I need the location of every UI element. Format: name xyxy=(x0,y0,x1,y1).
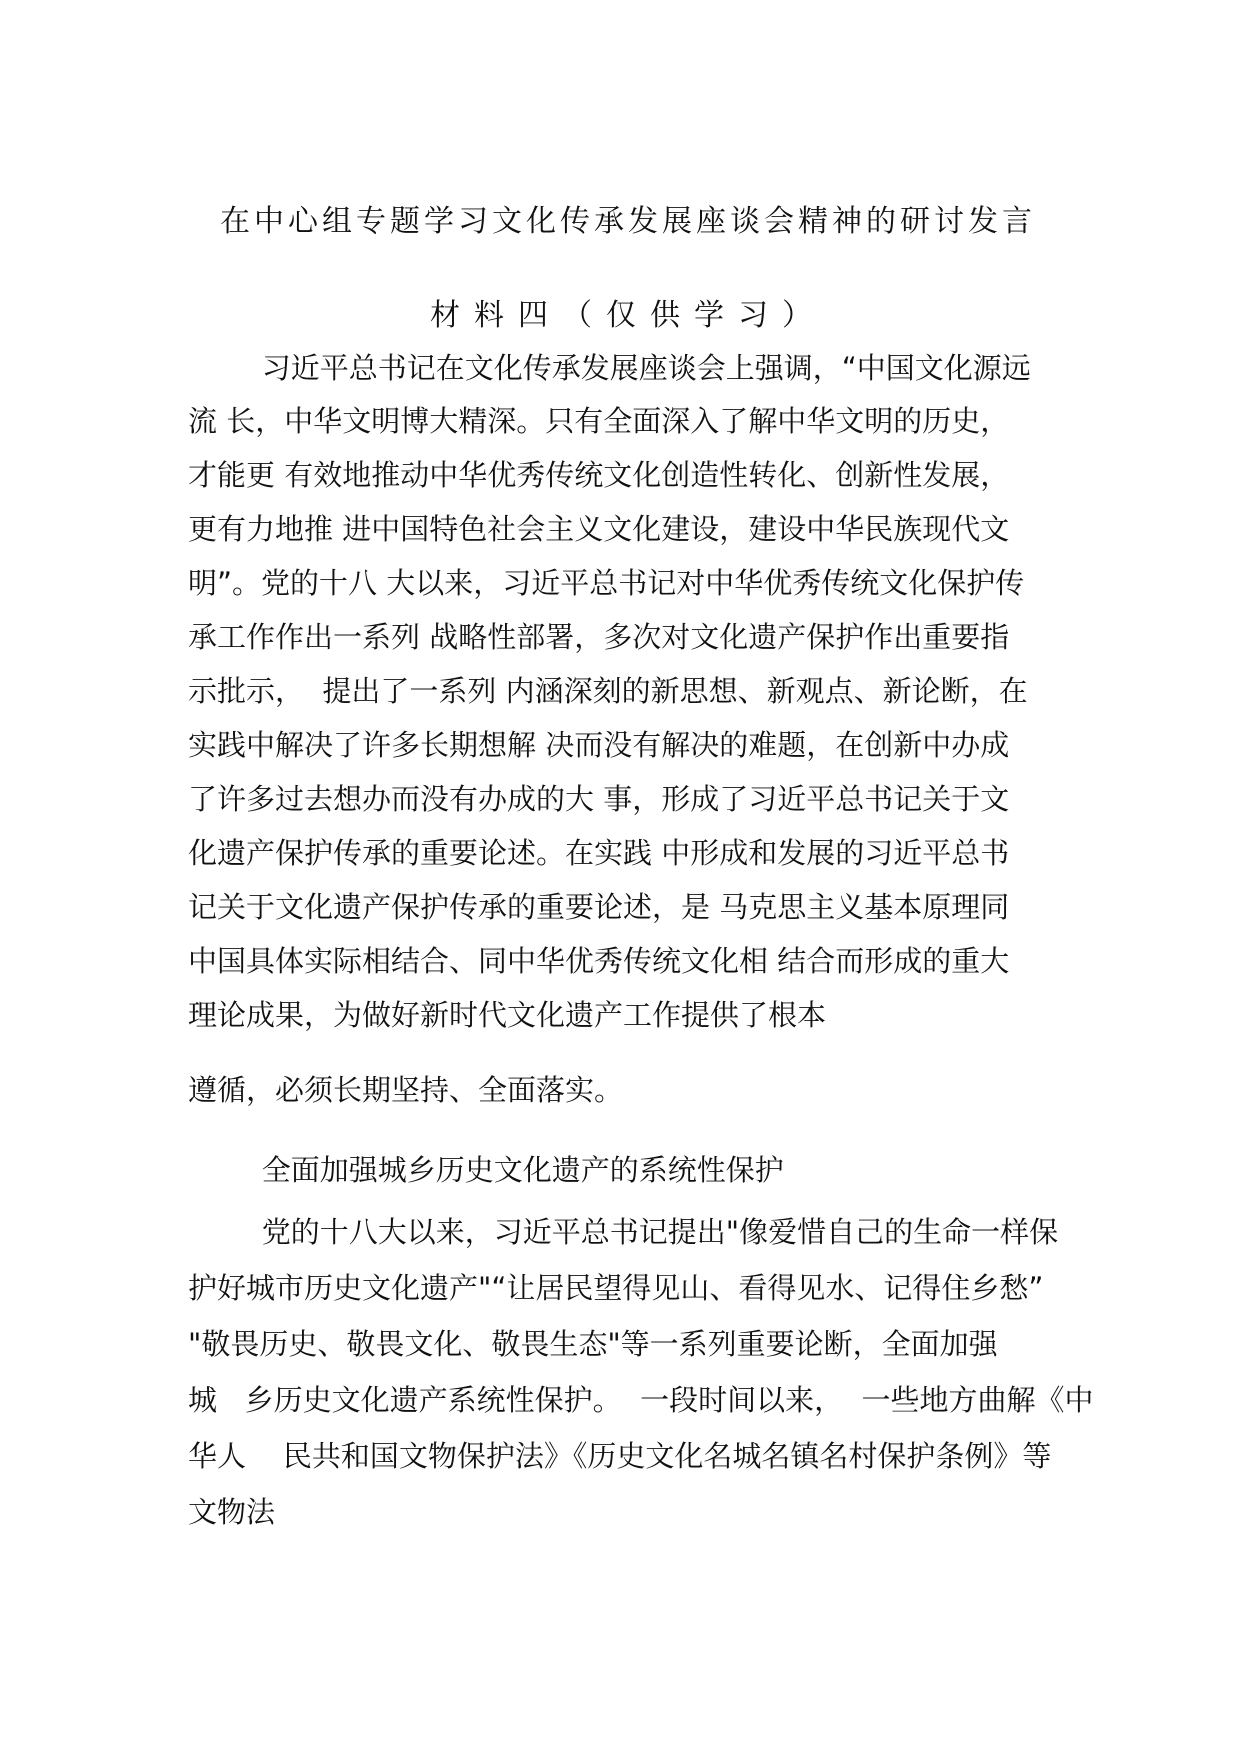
paragraph-line: 华人 民共和国文物保护法》《历史文化名城名镇名村保护条例》等 xyxy=(188,1439,1052,1473)
paragraph-line: 才能更 有效地推动中华优秀传统文化创造性转化、创新性发展， xyxy=(188,458,1010,492)
paragraph-line: 党的十八大以来，习近平总书记提出"像爱惜自己的生命一样保 xyxy=(188,1215,1059,1249)
paragraph-line: 流 长，中华文明博大精深。只有全面深入了解中华文明的历史， xyxy=(188,404,1010,438)
paragraph-line: 化遗产保护传承的重要论述。在实践 中形成和发展的习近平总书 xyxy=(188,836,1010,870)
paragraph-line: 理论成果，为做好新时代文化遗产工作提供了根本 xyxy=(188,998,827,1032)
paragraph-line: 习近平总书记在文化传承发展座谈会上强调，“中国文化源远 xyxy=(188,351,1031,385)
paragraph-line: 遵循，必须长期坚持、全面落实。 xyxy=(188,1073,624,1107)
paragraph-line: 城 乡历史文化遗产系统性保护。 一段时间以来， 一些地方曲解《中 xyxy=(188,1383,1094,1417)
paragraph-line: 文物法 xyxy=(188,1495,276,1529)
paragraph-line: 护好城市历史文化遗产"“让居民望得见山、看得见水、记得住乡愁” xyxy=(188,1271,1044,1305)
document-title: 在中心组专题学习文化传承发展座谈会精神的研讨发言 xyxy=(220,204,1036,239)
paragraph-line: "敬畏历史、敬畏文化、敬畏生态"等一系列重要论断，全面加强 xyxy=(188,1327,998,1361)
paragraph-line: 中国具体实际相结合、同中华优秀传统文化相 结合而形成的重大 xyxy=(188,944,1010,978)
section-heading: 全面加强城乡历史文化遗产的系统性保护 xyxy=(188,1153,784,1187)
paragraph-line: 示批示， 提出了一系列 内涵深刻的新思想、新观点、新论断，在 xyxy=(188,674,1028,708)
paragraph-line: 更有力地推 进中国特色社会主义文化建设，建设中华民族现代文 xyxy=(188,512,1010,546)
document-subtitle: 材料四（仅供学习） xyxy=(430,298,826,333)
paragraph-line: 明”。党的十八 大以来，习近平总书记对中华优秀传统文化保护传 xyxy=(188,566,1025,600)
paragraph-line: 记关于文化遗产保护传承的重要论述，是 马克思主义基本原理同 xyxy=(188,890,1010,924)
paragraph-line: 实践中解决了许多长期想解 决而没有解决的难题，在创新中办成 xyxy=(188,728,1010,762)
paragraph-line: 了许多过去想办而没有办成的大 事，形成了习近平总书记关于文 xyxy=(188,782,1010,816)
paragraph-line: 承工作作出一系列 战略性部署，多次对文化遗产保护作出重要指 xyxy=(188,620,1010,654)
